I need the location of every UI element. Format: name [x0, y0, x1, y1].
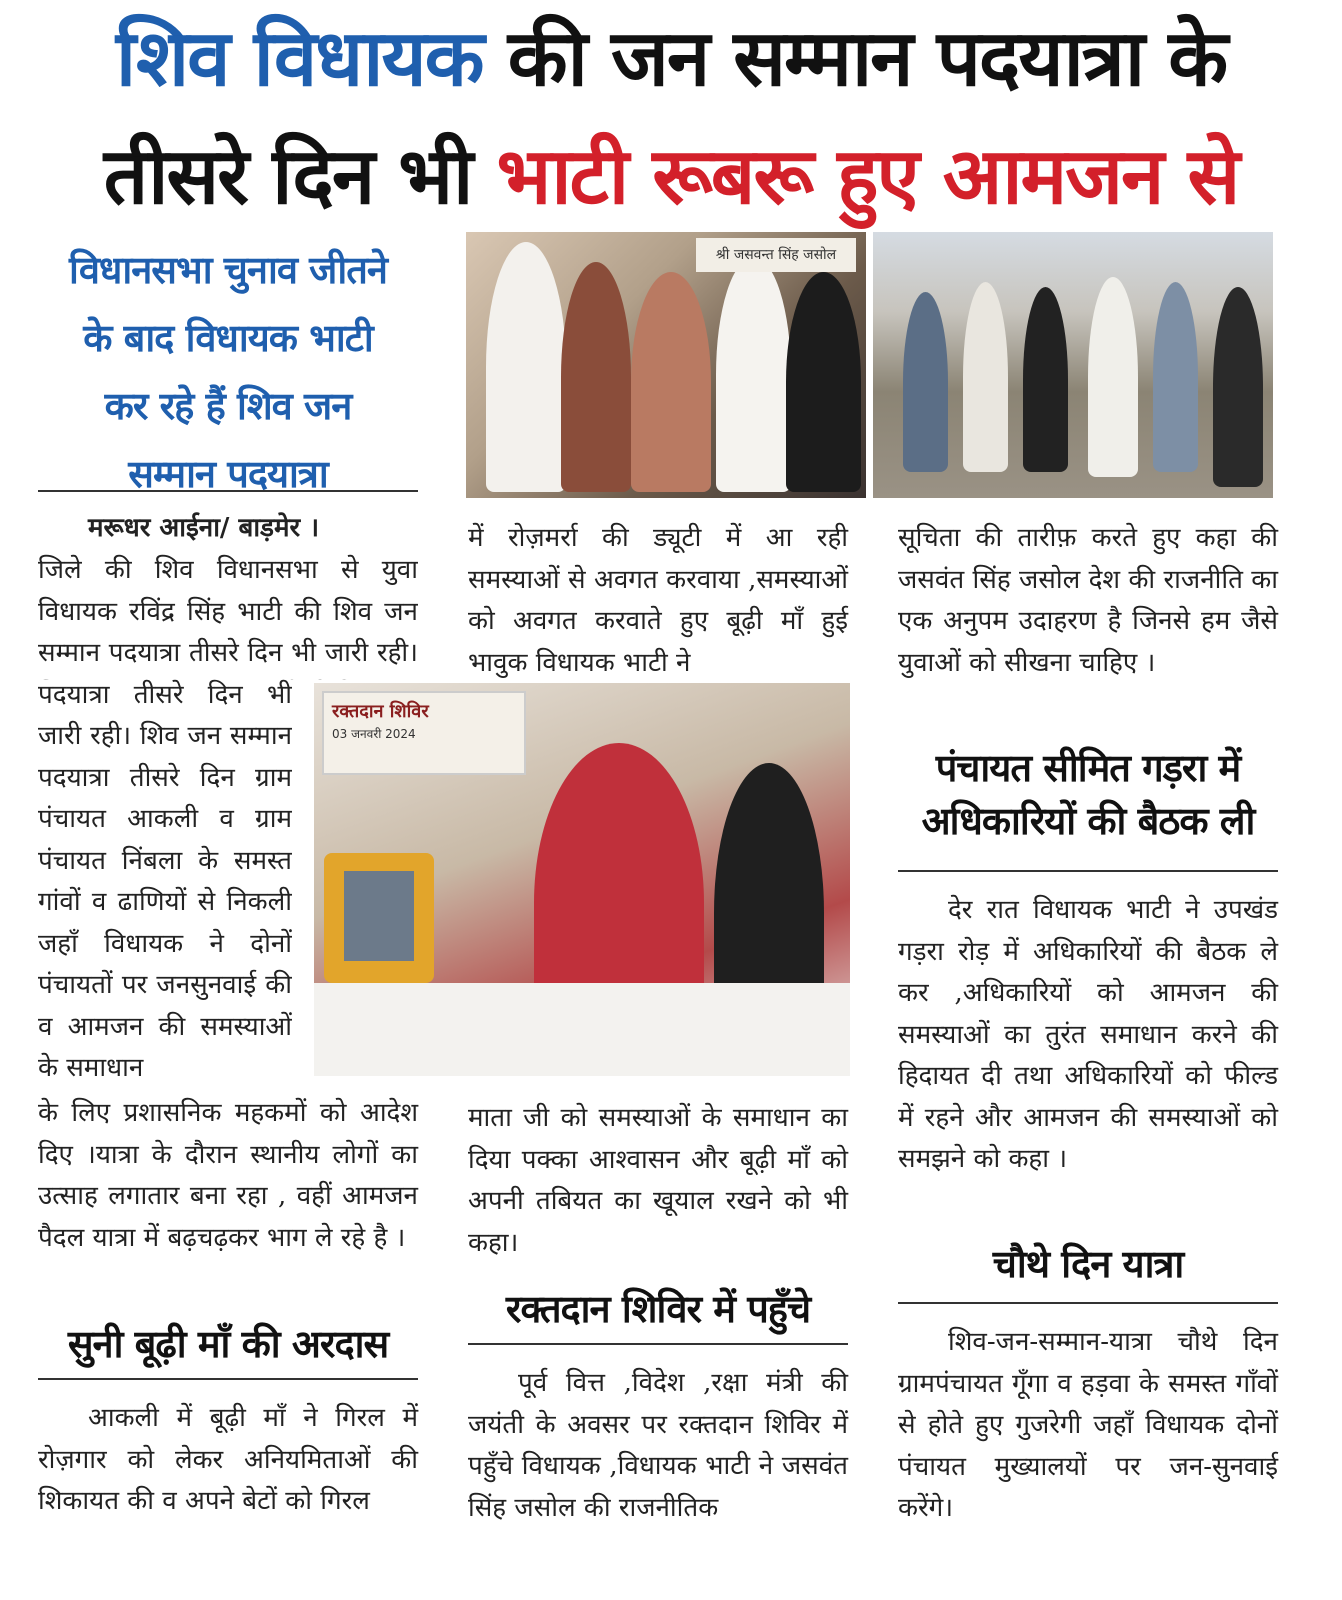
photo-padyatra-crowd — [873, 232, 1273, 498]
subhead-line: के बाद विधायक भाटी — [83, 316, 373, 360]
person-figure — [1213, 287, 1263, 487]
article-paragraph: आकली में बूढ़ी माँ ने गिरल में रोज़गार को लेकर अनियमिताओं की शिकायत की व अपने बेटों को गिरल — [38, 1403, 418, 1516]
headline-line-2 — [0, 132, 1342, 222]
article-col-2-b — [468, 1098, 848, 1264]
article-paragraph: सूचिता की तारीफ़ करते हुए कहा की जसवंत सिंह जसोल देश की राजनीति का एक अनुपम उदाहरण है जिनसे हम जैसे युवाओं को सीखना चाहिए । — [898, 523, 1278, 678]
article-paragraph: देर रात विधायक भाटी ने उपखंड गड़रा रोड़ में अधिकारियों की बैठक ले कर ,अधिकारियों को आमजन की समस्याओं का तुरंत समाधान करने की हिदायत दी तथा अधिकारियों को फील्ड में रहने और आमजन की समस्याओं को समझने को कहा । — [898, 895, 1278, 1174]
article-paragraph: माता जी को समस्याओं के समाधान का दिया पक्का आश्वासन और बूढ़ी माँ को अपनी तबियत का खूयाल रखने को भी कहा। — [468, 1103, 848, 1258]
headline-red-text: भाटी रूबरू हुए आमजन से — [496, 132, 1239, 222]
person-figure — [1023, 287, 1068, 472]
divider — [898, 1302, 1278, 1304]
headline-black-text: की जन सम्मान पदयात्रा के — [507, 14, 1227, 104]
section-title-fourth-day: चौथे दिन यात्रा — [992, 1242, 1184, 1286]
person-figure — [786, 272, 861, 492]
article-col-3-a — [898, 518, 1278, 684]
subhead-line: सम्मान पदयात्रा — [128, 452, 328, 496]
article-paragraph: के लिए प्रशासनिक महकमों को आदेश दिए ।यात्रा के दौरान स्थानीय लोगों का उत्साह लगातार बना रहा , वहीं आमजन पैदल यात्रा में बढ़चढ़कर भाग ले रहे है । — [38, 1098, 418, 1253]
article-col-1-a2 — [38, 675, 292, 1095]
person-figure — [963, 282, 1008, 472]
headline-line-1 — [0, 14, 1342, 104]
person-figure — [1088, 277, 1138, 477]
divider — [38, 490, 418, 492]
article-paragraph-cont: पदयात्रा तीसरे दिन भी जारी रही। शिव जन सम्मान पदयात्रा तीसरे दिन ग्राम पंचायत आकली व ग्राम पंचायत निंबला के समस्त गांवों व ढाणियों से निकली जहाँ विधायक ने दोनों पंचायतों पर जनसुनवाई की व आमजन की समस्याओं के समाधान — [38, 679, 292, 1083]
headline-blue-text: शिव विधायक — [115, 14, 483, 104]
headline-black-text-2: तीसरे दिन भी — [103, 132, 472, 222]
person-figure — [903, 292, 948, 472]
photo-felicitation — [466, 232, 866, 498]
portrait-photo — [344, 871, 414, 961]
article-col-3-b — [898, 890, 1278, 1181]
subhead-line: विधानसभा चुनाव जीतने — [69, 248, 387, 292]
article-col-1-c — [38, 1398, 418, 1523]
section-title-line: पंचायत सीमित गड़रा में — [935, 746, 1241, 790]
section-title-meeting — [898, 742, 1278, 848]
section-title-blood-camp: रक्तदान शिविर में पहुँचे — [505, 1287, 811, 1331]
article-paragraph: पूर्व वित्त ,विदेश ,रक्षा मंत्री की जयंती के अवसर पर रक्तदान शिविर में पहुँचे विधायक ,विधायक भाटी ने जसवंत सिंह जसोल की राजनीतिक — [468, 1368, 848, 1523]
person-figure — [561, 262, 631, 492]
article-col-2-a — [468, 518, 848, 684]
divider — [898, 870, 1278, 872]
person-figure — [1153, 282, 1198, 472]
person-figure — [486, 242, 566, 492]
table-with-petals — [314, 983, 850, 1076]
article-col-2-c — [468, 1363, 848, 1529]
section-title-mother: सुनी बूढ़ी माँ की अरदास — [67, 1322, 389, 1366]
banner-title: रक्तदान शिविर — [332, 701, 429, 722]
person-figure — [631, 272, 711, 492]
camp-banner — [322, 691, 526, 775]
section-title-line: अधिकारियों की बैठक ली — [921, 799, 1255, 844]
dateline: मरूधर आईना/ बाड़मेर । — [88, 513, 320, 543]
article-paragraph: में रोज़मर्रा की ड्यूटी में आ रही समस्याओं से अवगत करवाया ,समस्याओं को अवगत करवाते हुए बूढ़ी माँ हुई भावुक विधायक भाटी ने — [468, 523, 848, 678]
garlanded-portrait — [324, 853, 434, 983]
subhead-line: कर रहे हैं शिव जन — [104, 384, 352, 428]
article-col-1-b — [38, 1093, 418, 1259]
article-col-1-top — [38, 508, 418, 550]
backdrop-banner: श्री जसवन्त सिंह जसोल — [696, 238, 856, 272]
person-figure — [716, 257, 791, 492]
divider — [38, 1378, 418, 1380]
photo-blood-donation-camp — [314, 683, 850, 1076]
article-col-3-c — [898, 1322, 1278, 1530]
divider — [468, 1343, 848, 1345]
article-col-1-a1 — [38, 550, 418, 680]
subheadline — [38, 236, 418, 508]
article-paragraph: जिले की शिव विधानसभा से युवा विधायक रविंद्र सिंह भाटी की शिव जन सम्मान पदयात्रा तीसरे दिन भी जारी रही। — [38, 555, 418, 668]
banner-subtitle: 03 जनवरी 2024 — [332, 727, 416, 741]
article-paragraph: शिव-जन-सम्मान-यात्रा चौथे दिन ग्रामपंचायत गूँगा व हड़वा के समस्त गाँवों से होते हुए गुजरेगी जहाँ विधायक दोनों पंचायत मुख्यालयों पर जन-सुनवाई करेंगे। — [898, 1327, 1278, 1523]
